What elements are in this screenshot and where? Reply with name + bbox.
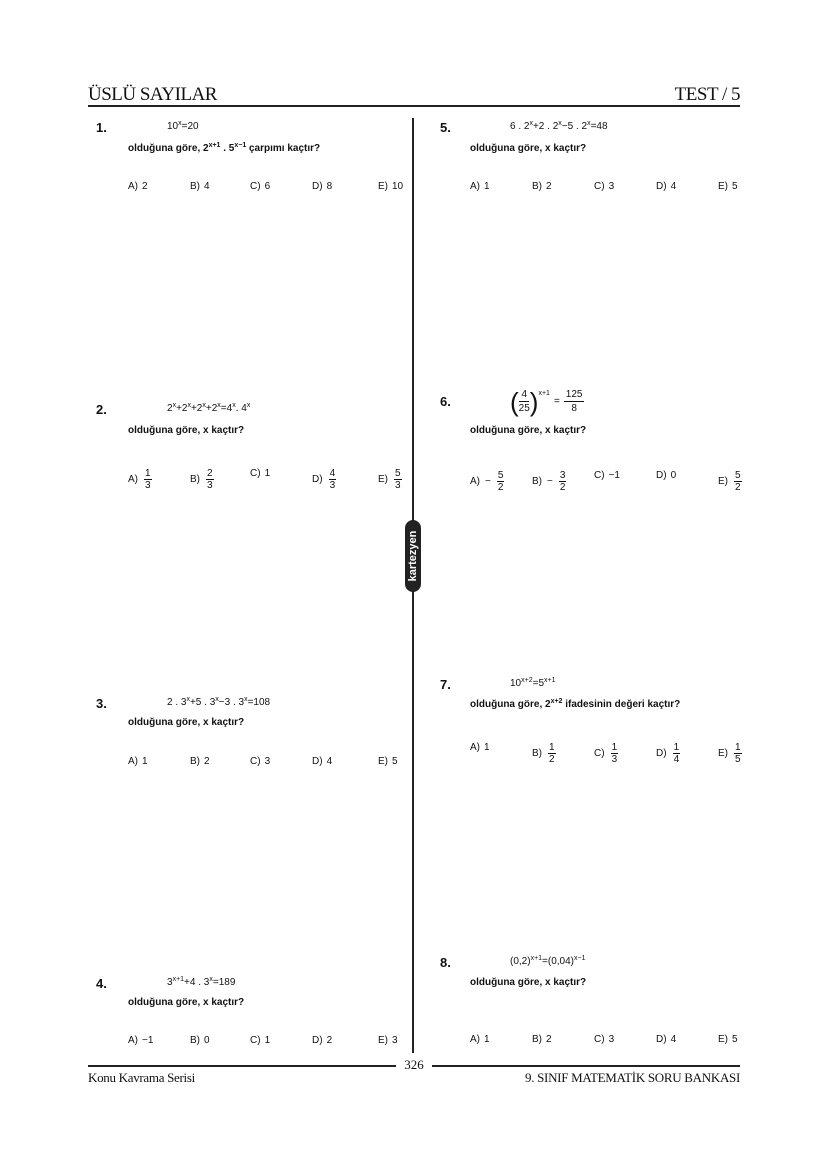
choice-c[interactable] [250, 1035, 270, 1046]
fraction [394, 468, 402, 491]
choice-value: 0 [204, 1035, 210, 1046]
choice-a[interactable] [128, 756, 148, 767]
choice-a[interactable] [470, 742, 490, 753]
superscript: x [529, 120, 533, 127]
choice-value: 10 [392, 181, 404, 192]
text-segment: =4 [220, 403, 233, 414]
choice-label: C) [250, 1035, 261, 1046]
numerator: 1 [611, 742, 618, 753]
choice-label: B) [190, 1035, 200, 1046]
choice-label: E) [378, 181, 388, 192]
numerator: 3 [559, 470, 566, 481]
book-title: 9. SINIF MATEMATİK SORU BANKASI [525, 1070, 740, 1085]
choice-label: A) [470, 181, 480, 192]
choice-e[interactable] [718, 470, 742, 493]
choice-e[interactable] [718, 742, 742, 765]
footer-divider-right [432, 1065, 740, 1067]
equation [510, 121, 608, 132]
question-number: 8. [440, 955, 451, 970]
choice-value: 8 [326, 181, 333, 192]
choice-value: 2 [326, 1035, 333, 1046]
superscript: x [217, 402, 221, 409]
superscript: x+1 [208, 142, 221, 149]
denominator: 2 [735, 482, 741, 493]
text-segment: . 4 [235, 403, 247, 414]
choice-c[interactable] [594, 1034, 614, 1045]
choice-c[interactable] [594, 470, 620, 481]
choice-c[interactable] [594, 181, 614, 192]
question-text [470, 425, 586, 436]
text-segment: olduğuna göre, 2 [128, 143, 209, 154]
choice-label: E) [718, 476, 728, 487]
choice-d[interactable] [312, 181, 332, 192]
question-number: 5. [440, 120, 451, 135]
choice-value: 4 [670, 1034, 677, 1045]
denominator: 3 [145, 480, 151, 491]
choice-label: D) [312, 756, 323, 767]
choice-label: D) [656, 181, 667, 192]
choice-a[interactable] [470, 181, 490, 192]
question-number: 4. [96, 976, 107, 991]
numerator: 1 [549, 742, 555, 753]
text-segment: =189 [212, 977, 236, 988]
choice-c[interactable] [250, 468, 270, 479]
choice-b[interactable] [532, 181, 552, 192]
choice-e[interactable] [378, 468, 402, 491]
question-text [128, 717, 244, 728]
choice-value: 1 [484, 181, 490, 192]
text-segment: 3 [167, 977, 173, 988]
question-number: 7. [440, 677, 451, 692]
choice-b[interactable] [190, 181, 210, 192]
text-segment: 10 [167, 121, 179, 132]
superscript: x [558, 120, 562, 127]
choice-label: D) [312, 474, 323, 485]
superscript: x [202, 402, 206, 409]
equation [510, 678, 556, 689]
text-segment: =20 [181, 121, 199, 132]
choice-value: 3 [392, 1035, 398, 1046]
choice-label: E) [378, 1035, 388, 1046]
choice-label: A) [470, 476, 480, 487]
choice-label: B) [190, 181, 200, 192]
choice-value: 1 [484, 742, 490, 753]
choice-label: B) [532, 748, 542, 759]
choice-a[interactable] [470, 470, 504, 493]
text-segment: +4 . 3 [184, 977, 210, 988]
choice-label: E) [718, 181, 728, 192]
numerator: 5 [735, 470, 741, 481]
choice-d[interactable] [656, 470, 676, 481]
choice-value: 1 [264, 468, 271, 479]
choice-c[interactable] [250, 181, 270, 192]
choice-value: 5 [392, 756, 398, 767]
choice-label: E) [718, 748, 728, 759]
denominator: 8 [571, 403, 577, 414]
fraction [519, 388, 530, 415]
superscript: x [587, 120, 591, 127]
denominator: 5 [735, 754, 741, 765]
choice-value: 1 [484, 1034, 490, 1045]
question-text [470, 699, 680, 710]
right-paren: ) [529, 386, 539, 417]
text-segment: =48 [590, 121, 608, 132]
fraction [144, 468, 152, 491]
superscript: x [172, 402, 177, 409]
numerator: 4 [329, 468, 336, 479]
text-segment: 10 [510, 678, 522, 689]
superscript: x+2 [521, 677, 533, 684]
choice-b[interactable] [190, 1035, 210, 1046]
choice-label: B) [190, 756, 200, 767]
choice-label: D) [312, 1035, 323, 1046]
denominator: 2 [559, 482, 566, 493]
denominator: 3 [611, 754, 618, 765]
superscript: x+2 [550, 698, 563, 705]
text-segment: +2 . 2 [532, 121, 559, 132]
choice-label: D) [656, 748, 667, 759]
choice-label: A) [128, 756, 138, 767]
choice-e[interactable] [378, 1035, 398, 1046]
numerator: 2 [207, 468, 213, 479]
fraction [673, 742, 681, 765]
choice-a[interactable] [128, 1035, 153, 1046]
superscript: x+1 [172, 976, 185, 983]
question-text [470, 143, 586, 154]
text-segment: olduğuna göre, x kaçtır? [128, 997, 245, 1008]
choice-value: 5 [732, 181, 738, 192]
choice-b[interactable] [532, 470, 566, 493]
choice-label: E) [378, 474, 388, 485]
text-segment: olduğuna göre, x kaçtır? [128, 425, 245, 436]
choice-label: C) [594, 748, 605, 759]
choice-b[interactable] [532, 742, 556, 765]
fraction [548, 742, 556, 765]
text-segment: +2 [176, 403, 188, 414]
numerator: 5 [395, 468, 401, 479]
question-number: 1. [96, 120, 107, 135]
question-number: 3. [96, 696, 107, 711]
choice-e[interactable] [378, 181, 403, 192]
choice-value: 0 [670, 470, 677, 481]
choice-label: B) [532, 1034, 542, 1045]
text-segment: −3 . 3 [218, 697, 245, 708]
choice-c[interactable] [594, 742, 618, 765]
superscript: x+1 [530, 955, 543, 962]
page-number: 326 [404, 1057, 424, 1072]
numerator: 1 [145, 468, 151, 479]
fraction [734, 742, 742, 765]
choice-value: 6 [264, 181, 271, 192]
text-segment: ifadesinin değeri kaçtır? [562, 699, 681, 710]
text-segment: olduğuna göre, 2 [470, 699, 551, 710]
text-segment: −5 . 2 [561, 121, 588, 132]
choice-label: C) [594, 181, 605, 192]
choice-e[interactable] [718, 1034, 738, 1045]
choice-label: E) [378, 756, 388, 767]
choice-label: D) [656, 470, 667, 481]
choice-d[interactable] [312, 756, 332, 767]
choice-value: 4 [204, 181, 210, 192]
logo-text: kartezyen [407, 530, 419, 582]
footer-divider-left [88, 1065, 396, 1067]
superscript: x [215, 696, 219, 703]
text-segment: 6 . 2 [510, 121, 530, 132]
denominator: 2 [549, 754, 555, 765]
question-number: 2. [96, 402, 107, 417]
choice-label: C) [250, 756, 261, 767]
text-segment: +2 [190, 403, 203, 414]
text-segment: 2 . 3 [167, 697, 187, 708]
denominator: 4 [673, 754, 680, 765]
fraction [564, 388, 585, 415]
numerator: 5 [497, 470, 504, 481]
fraction [734, 470, 742, 493]
choice-value: 3 [608, 1034, 615, 1045]
choice-b[interactable] [190, 756, 210, 767]
choice-a[interactable] [128, 181, 148, 192]
choice-label: C) [250, 181, 261, 192]
left-paren: ( [510, 386, 519, 417]
superscript: x+1 [544, 677, 556, 684]
superscript: x−1 [234, 142, 247, 149]
choice-d[interactable] [656, 181, 676, 192]
superscript: x [246, 402, 251, 409]
choice-label: A) [128, 1035, 138, 1046]
choice-value: 2 [142, 181, 148, 192]
choice-d[interactable] [656, 1034, 676, 1045]
choice-label: B) [532, 476, 542, 487]
superscript: x [178, 120, 182, 127]
superscript: x [209, 976, 213, 983]
text-segment: (0,2) [510, 956, 531, 967]
denominator: 3 [395, 480, 401, 491]
choice-label: B) [532, 181, 542, 192]
numerator: 125 [565, 389, 583, 400]
choice-label: D) [656, 1034, 667, 1045]
superscript: x [186, 696, 190, 703]
choice-label: B) [190, 474, 200, 485]
equation [167, 121, 199, 132]
choice-b[interactable] [190, 468, 214, 491]
numerator: 1 [673, 742, 680, 753]
minus-sign: − [547, 476, 553, 487]
choice-label: A) [470, 1034, 480, 1045]
choice-label: A) [128, 474, 138, 485]
choice-label: E) [718, 1034, 728, 1045]
numerator: 4 [521, 389, 528, 400]
choice-b[interactable] [532, 1034, 552, 1045]
choice-d[interactable] [656, 742, 680, 765]
choice-value: 3 [264, 756, 271, 767]
equation [167, 977, 235, 988]
text-segment: . 5 [220, 143, 235, 154]
choice-label: C) [594, 1034, 605, 1045]
minus-sign: − [485, 476, 491, 487]
text-segment: olduğuna göre, x kaçtır? [128, 717, 245, 728]
numerator: 1 [735, 742, 741, 753]
choice-e[interactable] [378, 756, 398, 767]
choice-value: 5 [732, 1034, 738, 1045]
question-text [128, 143, 320, 154]
choice-e[interactable] [718, 181, 738, 192]
superscript: x [232, 402, 236, 409]
page-title: ÜSLÜ SAYILAR [88, 84, 217, 105]
text-segment: +2 [205, 403, 218, 414]
choice-value: 2 [546, 1034, 552, 1045]
choice-value: 3 [608, 181, 615, 192]
equals-sign: = [553, 396, 560, 407]
text-segment: +5 . 3 [189, 697, 216, 708]
choice-value: 1 [142, 756, 148, 767]
denominator: 2 [497, 482, 504, 493]
denominator: 25 [518, 403, 530, 414]
choice-label: C) [594, 470, 605, 481]
equation: ( $\frac{4}{25}$ ) x+1 = $\frac{125}{8}$ [510, 386, 583, 417]
choice-d[interactable] [312, 1035, 332, 1046]
choice-value: −1 [608, 470, 620, 481]
question-text [128, 997, 244, 1008]
equation [167, 697, 270, 708]
text-segment: olduğuna göre, x kaçtır? [470, 977, 587, 988]
text-segment: =(0,04) [542, 956, 575, 967]
fraction [559, 470, 567, 493]
choice-a[interactable] [128, 468, 152, 491]
question-number: 6. [440, 394, 451, 409]
choice-c[interactable] [250, 756, 270, 767]
denominator: 3 [329, 480, 336, 491]
header-divider [88, 105, 740, 107]
choice-value: 4 [670, 181, 677, 192]
equation [510, 956, 586, 967]
choice-label: C) [250, 468, 261, 479]
choice-label: D) [312, 181, 323, 192]
choice-label: A) [470, 742, 480, 753]
fraction [497, 470, 505, 493]
text-segment: çarpımı kaçtır? [246, 143, 321, 154]
fraction [206, 468, 214, 491]
series-name: Konu Kavrama Serisi [88, 1070, 195, 1085]
question-text [470, 977, 586, 988]
equation [167, 403, 250, 414]
text-segment: 2 [167, 403, 173, 414]
test-label: TEST / 5 [674, 84, 740, 105]
choice-value: 2 [204, 756, 210, 767]
text-segment: olduğuna göre, x kaçtır? [470, 143, 587, 154]
publisher-logo [405, 520, 421, 592]
denominator: 3 [207, 480, 213, 491]
text-segment: =108 [247, 697, 271, 708]
text-segment: olduğuna göre, x kaçtır? [470, 425, 587, 436]
choice-a[interactable] [470, 1034, 490, 1045]
question-text [128, 425, 244, 436]
choice-d[interactable] [312, 468, 336, 491]
choice-value: 2 [546, 181, 552, 192]
fraction [329, 468, 337, 491]
superscript: x−1 [574, 955, 586, 962]
choice-label: A) [128, 181, 138, 192]
choice-value: 1 [264, 1035, 271, 1046]
fraction [611, 742, 619, 765]
text-segment: =5 [532, 678, 545, 689]
superscript: x [187, 402, 191, 409]
choice-value: 4 [326, 756, 333, 767]
superscript: x [244, 696, 248, 703]
choice-value: −1 [142, 1035, 154, 1046]
